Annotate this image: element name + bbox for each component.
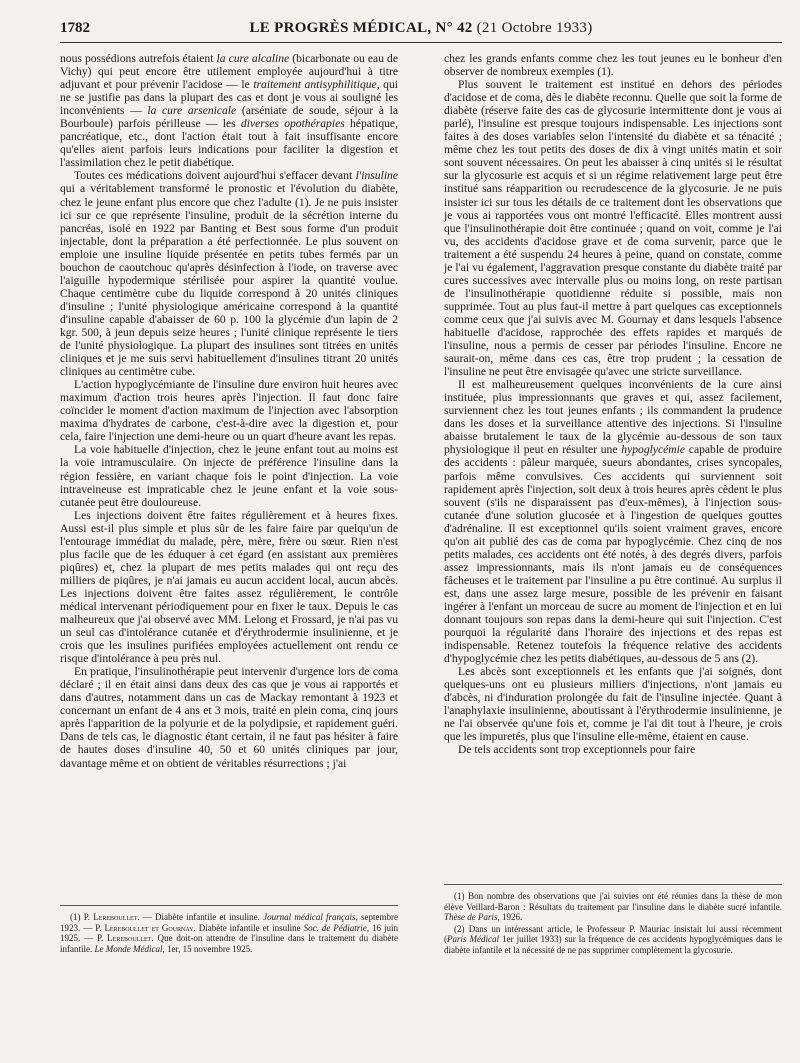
- footnotes-left: [60, 905, 398, 955]
- paragraph: Plus souvent le traitement est institué en dehors des périodes d'acidose et de coma, dès le diabète reconnu. Quelle que soit la forme de diabète (réserve faite des cas de glycosurie intermittente dont je vous ai parlé), l'insuline est presque toujours indispensable. Les injections sont faites à des doses variables selon l'intensité du diabète et sa ténacité ; même chez les tout petits des doses de dix à vingt unités matin et soir sont souvent nécessaires. On peut les abaisser à cinq unités si le résultat sur la glycosurie est acquis et si un régime relativement large peut être institué sans réapparition ou recrudescence de la glycosurie. Je ne puis insister ici sur tous les détails de ce traitement dont les observations que je vous ai rapportées vous ont montré l'efficacité. Elles montrent aussi que l'insulinothérapie doit être continuée ; quand on voit, comme je l'ai vu, des accidents d'acidose grave et de coma survenir, parce que le traitement a été suspendu 24 heures à peine, quand on constate, comme je l'ai vu également, l'aggravation presque constante du diabète traité par cures successives avec intervalle plus ou moins long, on reste partisan de l'insulinothérapie quotidienne réduite si possible, mais non supprimée. Tout au plus faut-il mettre à part quelques cas exceptionnels comme ceux que j'ai suivis avec M. Gournay et dans lesquels l'absence habituelle d'acidose, rapprochée des effets rapides et marqués de l'insuline, nous a permis de cesser par périodes l'insuline. Encore ne saurait-on, même dans ces cas, être trop prudent ; la cessation de l'insuline ne peut être envisagée qu'avec une stricte surveillance.: [444, 78, 782, 379]
- footnote: (1) Bon nombre des observations que j'ai suivies ont été réunies dans la thèse de mon élève Veillard-Baron : Résultats du traitement par l'insuline dans le diabète sucré infantile. Thèse de Paris, 1926.: [444, 891, 782, 923]
- footnote: (1) P. Lereboullet. — Diabète infantile et insuline. Journal médical français, septembre 1923. — P. Lereboullet et Gournay. Diabète infantile et insuline Soc. de Pédiatrie, 16 juin 1925. — P. Lereboullet. Que doit-on attendre de l'insuline dans le traitement du diabète infantile. Le Monde Médical, 1er, 15 novembre 1925.: [60, 912, 398, 954]
- issue-date: (21 Octobre 1933): [476, 20, 593, 36]
- paragraph: Il est malheureusement quelques inconvénients de la cure ainsi instituée, plus impressionnants que graves et qui, assez facilement, surviennent chez les tout jeunes enfants ; ils commandent la prudence dans les doses et la surveillance attentive des injections. Si l'insuline abaisse brutalement le taux de la glycémie au-dessous de son taux physiologique il peut en résulter une hypoglycémie capable de produire des accidents : pâleur marquée, sueurs abondantes, crises syncopales, parfois même convulsives. Ces accidents qui surviennent soit rapidement après l'injection, soit deux à trois heures après cèdent le plus souvent (s'ils ne disparaissent pas d'eux-mêmes), à l'injection sous-cutanée d'une solution glucosée et à l'ingestion de quelques gouttes d'adrénaline. Il est exceptionnel qu'ils soient vraiment graves, encore qu'on ait publié des cas de coma par hypoglycémie. Chez cinq de nos petits malades, ces accidents ont été notés, à des degrés divers, parfois assez impressionnants, mais ils n'ont jamais eu de conséquences fâcheuses et le traitement par l'insuline a pu être continué. Au surplus il est, dans une assez large mesure, possible de les prévenir en faisant ingérer à l'enfant un morceau de sucre au moment de l'injection et en lui donnant toujours son repas dans la demi-heure qui suit l'injection. C'est pourquoi la régularité dans l'horaire des injections et des repas est indispensable. Retenez toutefois la fréquence relative des accidents d'hypoglycémie chez les petits diabétiques, au-dessous de 5 ans (2).: [444, 378, 782, 666]
- journal-title: LE PROGRÈS MÉDICAL, N° 42: [249, 20, 473, 36]
- paragraph: Les abcès sont exceptionnels et les enfants que j'ai soignés, dont quelques-uns ont eu plusieurs milliers d'injections, n'ont jamais eu d'abcès, ni d'induration prolongée du fait de l'insuline injectée. Quant à l'anaphylaxie insulinienne, aboutissant à l'érythrodermie insulinienne, je ne l'ai observée qu'une fois et, comme je l'ai dit tout à l'heure, je crois que les impuretés, plus que l'insuline elle-même, étaient en cause.: [444, 665, 782, 744]
- page-number: 1782: [60, 20, 90, 36]
- running-head: [60, 20, 782, 37]
- paragraph: chez les grands enfants comme chez les tout jeunes eu le bonheur d'en observer de nombreux exemples (1).: [444, 52, 782, 79]
- footnote: (2) Dans un intéressant article, le Professeur P. Mauriac insistait lui aussi récemment (Paris Médical 1er juillet 1933) sur la fréquence de ces accidents hypoglycémiques dans le diabète infantile et la nécessité de ne pas supprimer complètement la glycosurie.: [444, 923, 782, 955]
- left-column: [60, 52, 398, 770]
- paragraph: L'action hypoglycémiante de l'insuline dure environ huit heures avec maximum d'action trois heures après l'injection. Il faut donc faire coïncider le moment d'action maximum de l'injection avec l'absorption maxima d'hydrates de carbone, c'est-à-dire avec la digestion et, pour cela, faire l'injection une demi-heure ou un quart d'heure avant les repas.: [60, 378, 398, 444]
- right-column: [444, 52, 782, 757]
- paragraph: En pratique, l'insulinothérapie peut intervenir d'urgence lors de coma déclaré ; il en était ainsi dans deux des cas que je vous ai rapportés et dans d'autres, notamment dans un cas de Mackay remontant à 1923 et concernant un enfant de 4 ans et 3 mois, traité en plein coma, cinq jours après l'apparition de la polyurie et de la polydipsie, et rapidement guéri. Dans de tels cas, le diagnostic étant certain, il ne faut pas hésiter à faire de hautes doses d'insuline 40, 50 et 60 unités cliniques par jour, davantage même et on obtient de véritables résurrections ; j'ai: [60, 665, 398, 770]
- paragraph: De tels accidents sont trop exceptionnels pour faire: [458, 743, 696, 757]
- page-header: [60, 20, 782, 43]
- footnotes-right: [444, 884, 782, 957]
- paragraph: Toutes ces médications doivent aujourd'hui s'effacer devant l'insuline qui a véritablement transformé le pronostic et l'évolution du diabète, chez le jeune enfant plus encore que chez l'adulte (1). Je ne puis insister ici sur ce que représente l'insuline, produit de la sécrétion interne du pancréas, isolé en 1922 par Banting et Best sous forme d'un produit injectable, dont la préparation a été perfectionnée. Le plus souvent on emploie une insuline liquide présentée en petits tubes fermés par un bouchon de caoutchouc qu'après désinfection à l'iode, on traverse avec l'aiguille hypodermique stérilisée pour aspirer la quantité voulue. Chaque centimètre cube du liquide correspond à 20 unités cliniques d'insuline ; l'unité physiologique américaine correspond à la quantité d'insuline capable d'abaisser de 60 p. 100 la glycémie d'un lapin de 2 kgr. 500, à jeun depuis seize heures ; l'unité clinique représente le tiers de l'unité physiologique. La plupart des insulines sont titrées en unités cliniques et je me suis servi habituellement d'insulines titrant 20 unités cliniques au centimètre cube.: [60, 169, 398, 379]
- paragraph: La voie habituelle d'injection, chez le jeune enfant tout au moins est la voie intramusculaire. On injecte de préférence l'insuline dans la région fessière, en variant chaque fois le point d'injection. La voie intraveineuse est impraticable chez le jeune enfant et la voie sous-cutanée peut être douloureuse.: [60, 443, 398, 509]
- paragraph: Les injections doivent être faites régulièrement et à heures fixes. Aussi est-il plus simple et plus sûr de les faire faire par quelqu'un de l'entourage immédiat du malade, père, mère, frère ou sœur. Rien n'est plus facile que de les éduquer à cet égard (en assistant aux premières piqûres) et, chez la plupart de mes petits malades qui ont reçu des milliers de piqûres, je n'ai jamais eu aucun accident local, aucun abcès. Les injections doivent être faites assez régulièrement, le contrôle médical intervenant périodiquement pour en fixer le taux. Depuis le cas malheureux que j'ai observé avec MM. Lelong et Frossard, je n'ai pas vu un seul cas d'intolérance cutanée et d'érythrodermie insulinienne, et je crois que les insulines purifiées employées actuellement ont rendu ce risque d'intolérance à peu près nul.: [60, 508, 398, 666]
- paragraph: nous possédions autrefois étaient la cure alcaline (bicarbonate ou eau de Vichy) qui peut encore être utilement employée aujourd'hui à titre adjuvant et pour prévenir l'acidose — le traitement antisyphilitique, qui ne se justifie pas dans la plupart des cas et dont je vous ai souligné les inconvénients — la cure arsenicale (arséniate de soude, séjour à la Bourboule) parfois périlleuse — les diverses opothérapies hépatique, pancréatique, etc., dont l'action était tout à fait insuffisante encore qu'elles aient parfois leurs indications pour faciliter la digestion et l'assimilation chez le petit diabétique.: [60, 52, 399, 170]
